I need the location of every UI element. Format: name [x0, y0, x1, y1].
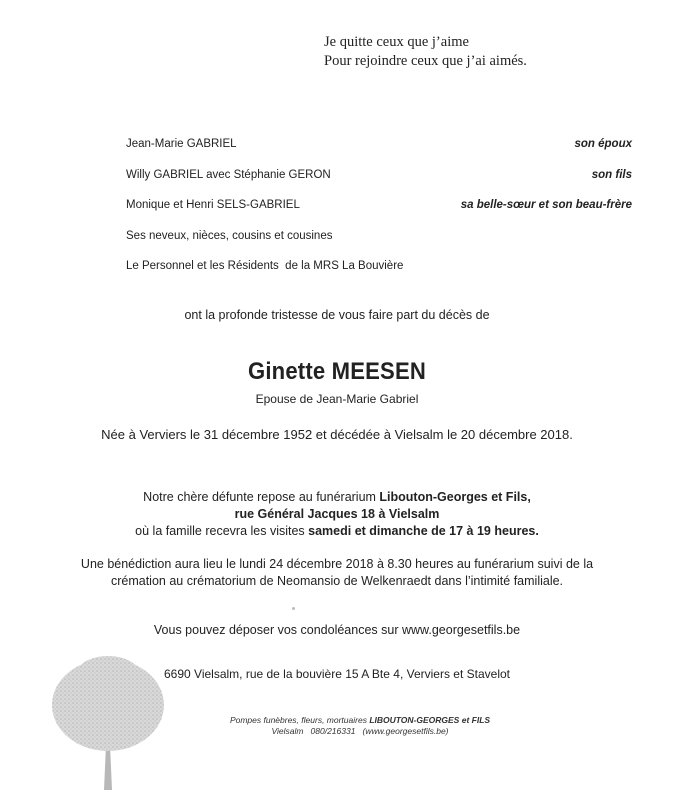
family-row	[126, 138, 632, 169]
footer	[200, 715, 520, 737]
repose-text: où la famille recevra les visites	[135, 524, 309, 538]
family-member-name: Willy GABRIEL avec Stéphanie GERON	[126, 168, 331, 181]
footer-company: LIBOUTON-GEORGES et FILS	[369, 715, 491, 725]
repose-line-2	[0, 506, 674, 523]
ceremony-line: crémation au crématorium de Neomansio de Welkenraedt dans l’intimité familiale.	[110, 574, 564, 588]
family-member-name: Ses neveux, nièces, cousins et cousines	[126, 229, 333, 242]
address-line: 6690 Vielsalm, rue de la bouvière 15 A Bte 4, Verviers et Stavelot	[164, 667, 510, 681]
poem-line: Pour rejoindre ceux que j’ai aimés.	[324, 53, 527, 69]
deceased-name: Ginette MEESEN	[247, 358, 427, 385]
family-member-name: Le Personnel et les Résidents de la MRS La Bouvière	[126, 260, 404, 272]
family-row	[126, 260, 632, 291]
family-relation: son époux	[574, 138, 632, 150]
announcement: ont la profonde tristesse de vous faire part du décès de	[184, 308, 490, 322]
ceremony-info	[0, 556, 674, 590]
condolences-line: Vous pouvez déposer vos condoléances sur www.georgesetfils.be	[153, 623, 521, 637]
footer-line-1	[200, 715, 520, 726]
spouse-line: Epouse de Jean-Marie Gabriel	[255, 392, 419, 406]
family-relation: sa belle-sœur et son beau-frère	[460, 199, 632, 211]
footer-contact: Vielsalm 080/216331 (www.georgesetfils.be)	[271, 726, 449, 736]
repose-info	[0, 489, 674, 540]
family-member-name: Monique et Henri SELS-GABRIEL	[126, 199, 300, 211]
visiting-hours: samedi et dimanche de 17 à 19 heures.	[308, 524, 539, 538]
birth-death-dates: Née à Verviers le 31 décembre 1952 et décédée à Vielsalm le 20 décembre 2018.	[101, 427, 573, 442]
repose-text: Notre chère défunte repose au funérarium	[143, 490, 380, 504]
poem-line: Je quitte ceux que j’aime	[324, 34, 469, 50]
funeral-home-address: rue Général Jacques 18 à Vielsalm	[234, 507, 440, 521]
footer-text: Pompes funèbres, fleurs, mortuaires	[229, 715, 370, 725]
repose-line-1	[0, 489, 674, 506]
family-row	[126, 230, 632, 261]
ceremony-line: Une bénédiction aura lieu le lundi 24 décembre 2018 à 8.30 heures au funérarium suivi de la	[80, 557, 594, 571]
family-row	[126, 169, 632, 200]
speck	[292, 607, 295, 610]
tree-icon	[48, 650, 168, 795]
repose-line-3	[0, 523, 674, 540]
family-relation: son fils	[591, 168, 632, 181]
poem	[324, 33, 527, 71]
family-member-name: Jean-Marie GABRIEL	[126, 138, 237, 150]
funeral-home-name: Libouton-Georges et Fils,	[379, 490, 531, 504]
family-list	[126, 138, 632, 291]
family-row	[126, 199, 632, 230]
